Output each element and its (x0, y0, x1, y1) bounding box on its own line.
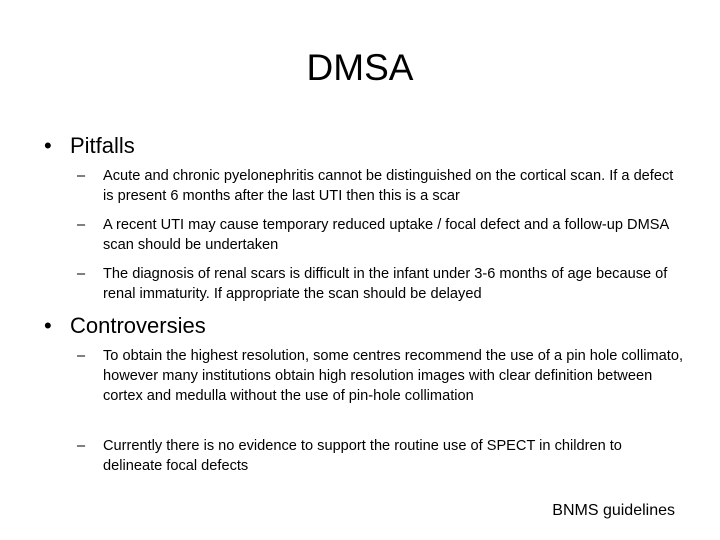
slide-title: DMSA (306, 47, 414, 88)
dash-icon: – (77, 438, 86, 454)
dash-icon: – (77, 168, 86, 184)
section-heading-label: Controversies (70, 313, 206, 338)
footer-source: BNMS guidelines (552, 502, 675, 519)
section-heading-controversies (44, 312, 206, 340)
dash-icon: – (77, 266, 86, 282)
section-heading-pitfalls (44, 132, 135, 160)
list-item-text: Acute and chronic pyelonephritis cannot be distinguished on the cortical scan. If a defect is present 6 months after the last UTI then this is a scar (103, 168, 674, 204)
list-item-text: To obtain the highest resolution, some centres recommend the use of a pin hole collimato, however many institutions obtain high resolution images with clear definition between cortex and medulla without the use of pin-hole collimation (103, 348, 684, 404)
list-item-text: The diagnosis of renal scars is difficult in the infant under 3-6 months of age because of renal immaturity. If appropriate the scan should be delayed (103, 266, 668, 302)
bullet-icon: • (44, 313, 52, 338)
list-item (77, 436, 685, 476)
list-item (77, 166, 685, 206)
list-item (77, 264, 685, 304)
list-item-text: Currently there is no evidence to support the routine use of SPECT in children to delineate focal defects (103, 438, 622, 474)
dash-icon: – (77, 217, 86, 233)
list-item (77, 215, 685, 255)
bullet-icon: • (44, 133, 52, 158)
section-heading-label: Pitfalls (70, 133, 135, 158)
list-item (77, 346, 685, 406)
list-item-text: A recent UTI may cause temporary reduced uptake / focal defect and a follow-up DMSA scan should be undertaken (103, 217, 669, 253)
dash-icon: – (77, 348, 86, 364)
